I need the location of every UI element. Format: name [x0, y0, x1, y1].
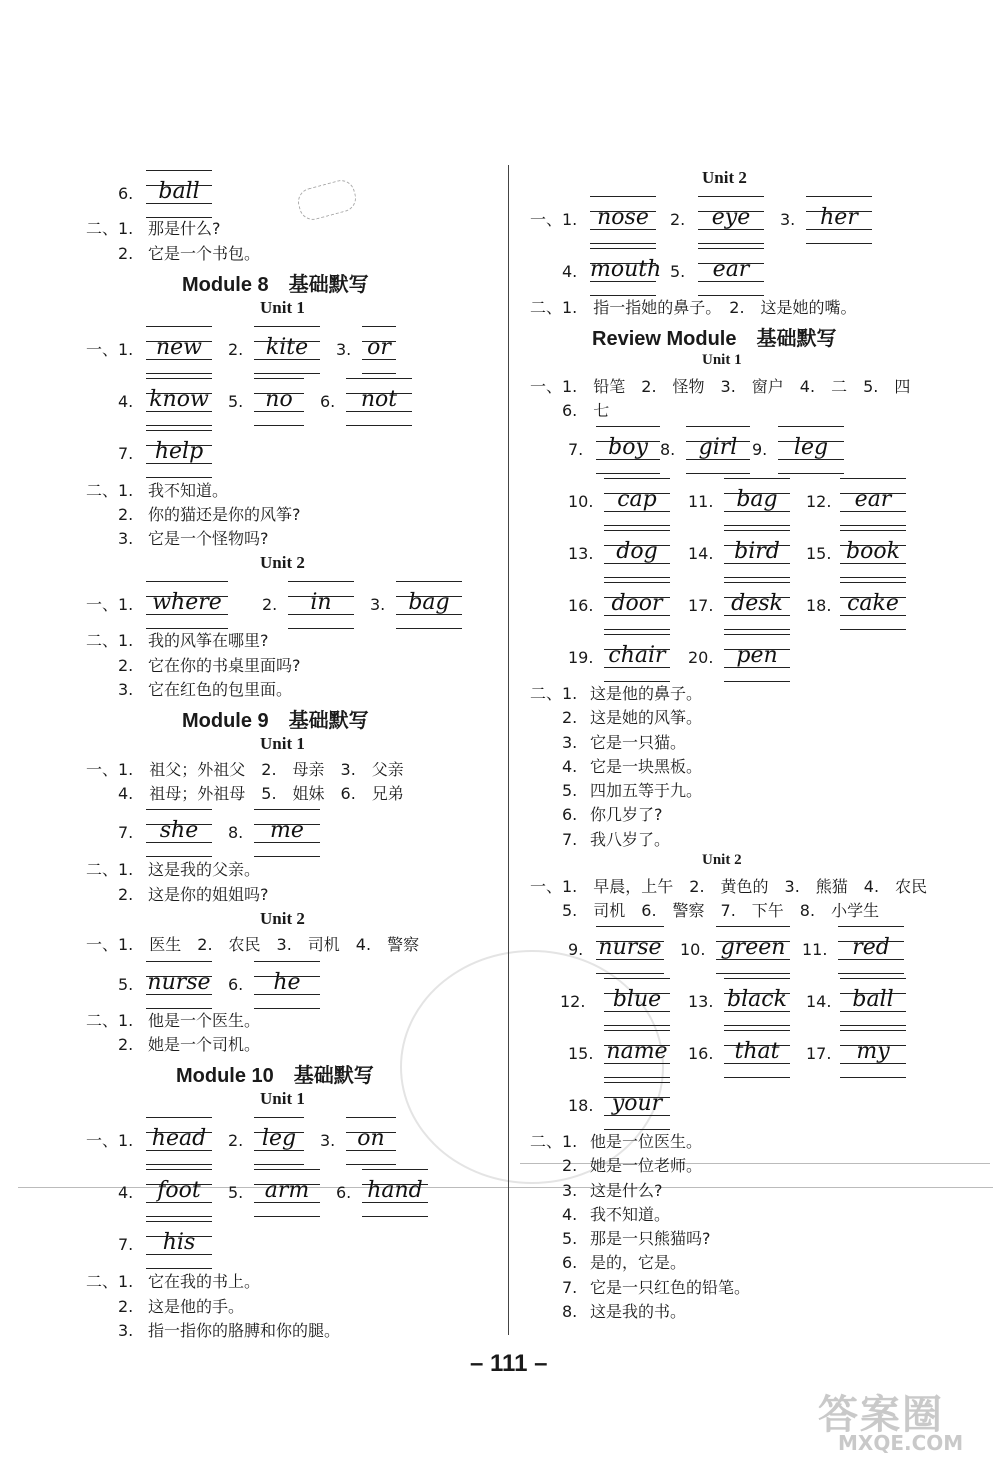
answer-blank — [396, 581, 462, 629]
item-text: 那是一只熊猫吗? — [590, 1229, 711, 1248]
answer-word: cap — [617, 487, 657, 512]
item-label: 2. — [118, 1035, 134, 1054]
answer-word: nurse — [147, 970, 211, 995]
answer-word: green — [720, 935, 786, 960]
item-number: 15. — [568, 1044, 594, 1063]
item-number: 一、1. — [86, 340, 134, 359]
answer-blank — [146, 378, 212, 426]
answer-blank — [604, 582, 670, 630]
item-number: 9. — [568, 940, 584, 959]
item-text: 它是一只红色的铅笔。 — [590, 1278, 751, 1297]
item-text: 他是一个医生。 — [148, 1011, 261, 1030]
column-divider — [508, 165, 509, 1335]
item-number: 15. — [806, 544, 832, 563]
answer-blank — [686, 426, 750, 474]
answer-blank — [840, 1030, 906, 1078]
item-label: 二、1. — [86, 1272, 134, 1291]
watermark-logo-text: 答案圈 — [818, 1392, 944, 1438]
answer-line: 4. 祖母；外祖母 5. 姐妹 6. 兄弟 — [118, 784, 404, 803]
watermark-logo — [818, 1383, 988, 1463]
item-label: 4. — [562, 757, 578, 776]
unit-title: Unit 2 — [260, 553, 305, 572]
answer-blank — [724, 634, 790, 682]
page-number: – 111 – — [470, 1350, 548, 1377]
answer-blank — [724, 478, 790, 526]
item-text: 四加五等于九。 — [590, 781, 703, 800]
item-number: 3. — [336, 340, 352, 359]
item-text: 你的猫还是你的风筝? — [148, 505, 301, 524]
item-text: 它在我的书上。 — [148, 1272, 261, 1291]
answer-line: 一、1. 医生 2. 农民 3. 司机 4. 警察 — [86, 935, 420, 954]
item-number: 5. — [670, 262, 686, 281]
answer-word: girl — [698, 435, 738, 460]
item-label: 二、1. — [530, 1132, 578, 1151]
answer-blank — [724, 530, 790, 578]
answer-word: door — [611, 591, 663, 616]
item-number: 13. — [568, 544, 594, 563]
item-label: 4. — [562, 1205, 578, 1224]
answer-word: boy — [608, 435, 648, 460]
item-text: 指一指你的胳膊和你的腿。 — [148, 1321, 341, 1340]
item-label: 2. — [118, 656, 134, 675]
item-number: 2. — [228, 340, 244, 359]
item-text: 我的风筝在哪里? — [148, 631, 269, 650]
answer-blank — [840, 530, 906, 578]
answer-blank — [346, 378, 412, 426]
item-label: 2. — [118, 244, 134, 263]
answer-blank — [254, 961, 320, 1009]
unit-title: Unit 1 — [702, 352, 742, 368]
answer-word: his — [162, 1230, 196, 1255]
answer-blank — [146, 1117, 212, 1165]
item-number: 18. — [568, 1096, 594, 1115]
answer-word: arm — [264, 1178, 310, 1203]
item-number: 3. — [370, 595, 386, 614]
answer-blank — [604, 978, 670, 1026]
answer-word: head — [151, 1126, 207, 1151]
item-number: 一、1. — [86, 595, 134, 614]
answer-word: she — [159, 818, 199, 843]
item-number: 4. — [118, 392, 134, 411]
item-label: 7. — [562, 1278, 578, 1297]
answer-word: in — [310, 590, 332, 615]
answer-line: 一、1. 祖父；外祖父 2. 母亲 3. 父亲 — [86, 760, 404, 779]
item-number: 5. — [118, 975, 134, 994]
answer-word: her — [820, 205, 858, 230]
item-number: 6. — [320, 392, 336, 411]
item-text: 我不知道。 — [148, 481, 229, 500]
item-label: 2. — [118, 885, 134, 904]
answer-blank — [778, 426, 844, 474]
item-number: 19. — [568, 648, 594, 667]
answer-blank — [724, 978, 790, 1026]
item-label: 2. — [562, 708, 578, 727]
answer-word: leg — [793, 435, 829, 460]
answer-blank — [146, 1221, 212, 1269]
answer-word: name — [606, 1039, 668, 1064]
item-text: 这是你的姐姐吗? — [148, 885, 269, 904]
item-number: 2. — [262, 595, 278, 614]
answer-word: know — [149, 387, 209, 412]
answer-blank — [604, 1030, 670, 1078]
answer-word: mouth — [590, 257, 662, 282]
item-number: 5. — [228, 1183, 244, 1202]
answer-blank — [724, 582, 790, 630]
module-title: Module 8 基础默写 — [182, 274, 369, 296]
answer-word: foot — [157, 1178, 201, 1203]
answer-word: book — [846, 539, 900, 564]
answer-word: your — [611, 1091, 663, 1116]
item-label: 5. — [562, 781, 578, 800]
answer-word: nurse — [598, 935, 662, 960]
unit-title: Unit 2 — [702, 852, 742, 868]
item-label: 2. — [118, 1297, 134, 1316]
item-label: 二、1. — [86, 481, 134, 500]
item-text: 她是一位老师。 — [590, 1156, 703, 1175]
answer-word: not — [360, 387, 398, 412]
answer-blank — [840, 582, 906, 630]
answer-word: ear — [854, 487, 892, 512]
item-label: 8. — [562, 1302, 578, 1321]
answer-line: 6. 七 — [562, 401, 610, 420]
answer-blank — [698, 248, 764, 296]
answer-blank — [840, 478, 906, 526]
answer-blank — [146, 809, 212, 857]
answer-word: bird — [734, 539, 780, 564]
item-number: 6. — [336, 1183, 352, 1202]
item-text: 这是我的书。 — [590, 1302, 687, 1321]
item-text: 那是什么? — [148, 219, 221, 238]
unit-title: Unit 1 — [260, 1089, 305, 1108]
answer-blank — [590, 248, 662, 296]
answer-blank — [146, 326, 212, 374]
unit-title: Unit 2 — [260, 909, 305, 928]
item-text: 这是我的父亲。 — [148, 860, 261, 879]
answer-word: leg — [261, 1126, 297, 1151]
answer-line: 一、1. 早晨，上午 2. 黄色的 3. 熊猫 4. 农民 — [530, 877, 928, 896]
answer-word: hand — [367, 1178, 423, 1203]
item-text: 这是她的风筝。 — [590, 708, 703, 727]
answer-word: ball — [852, 987, 894, 1012]
module-title: Module 9 基础默写 — [182, 710, 369, 732]
answer-line: 二、1. 指一指她的鼻子。 2. 这是她的嘴。 — [530, 298, 857, 317]
answer-word: or — [367, 335, 391, 360]
answer-blank — [596, 926, 664, 974]
item-number: 7. — [118, 444, 134, 463]
item-number: 12. — [560, 992, 586, 1011]
unit-title: Unit 1 — [260, 298, 305, 317]
answer-word: pen — [736, 643, 778, 668]
item-label: 3. — [118, 680, 134, 699]
answer-blank — [716, 926, 790, 974]
item-number: 18. — [806, 596, 832, 615]
item-label: 5. — [562, 1229, 578, 1248]
item-text: 我不知道。 — [590, 1205, 671, 1224]
item-number: 14. — [806, 992, 832, 1011]
answer-word: nose — [597, 205, 649, 230]
item-label: 二、1. — [86, 219, 134, 238]
item-text: 她是一个司机。 — [148, 1035, 261, 1054]
answer-word: no — [265, 387, 293, 412]
item-number: 9. — [752, 440, 768, 459]
item-text: 这是他的手。 — [148, 1297, 245, 1316]
item-label: 7. — [562, 830, 578, 849]
answer-blank — [604, 634, 670, 682]
item-label: 3. — [118, 1321, 134, 1340]
item-number: 17. — [806, 1044, 832, 1063]
item-number: 7. — [118, 1235, 134, 1254]
unit-title: Unit 2 — [702, 168, 747, 187]
item-number: 10. — [680, 940, 706, 959]
item-label: 二、1. — [86, 1011, 134, 1030]
answer-word: dog — [616, 539, 658, 564]
item-number: 11. — [802, 940, 828, 959]
answer-blank — [254, 326, 320, 374]
item-label: 3. — [562, 1181, 578, 1200]
item-label: 2. — [118, 505, 134, 524]
answer-blank — [840, 978, 906, 1026]
answer-blank — [362, 326, 396, 374]
answer-word: on — [357, 1126, 385, 1151]
answer-blank — [146, 961, 212, 1009]
answer-word: blue — [612, 987, 662, 1012]
item-number: 6. — [228, 975, 244, 994]
item-number: 3. — [320, 1131, 336, 1150]
module-title: Review Module 基础默写 — [592, 328, 837, 350]
answer-word: bag — [736, 487, 778, 512]
answer-word: red — [852, 935, 890, 960]
answer-word: kite — [265, 335, 309, 360]
item-number: 7. — [118, 823, 134, 842]
answer-blank — [724, 1030, 790, 1078]
answer-blank — [604, 478, 670, 526]
answer-blank — [838, 926, 904, 974]
answer-blank — [698, 196, 764, 244]
item-label: 二、1. — [86, 631, 134, 650]
item-label: 二、1. — [530, 684, 578, 703]
answer-blank — [146, 430, 212, 478]
item-number: 4. — [118, 1183, 134, 1202]
answer-word: ear — [712, 257, 750, 282]
answer-blank — [590, 196, 656, 244]
answer-word: ball — [158, 179, 200, 204]
item-text: 我八岁了。 — [590, 830, 671, 849]
item-text: 它是一块黑板。 — [590, 757, 703, 776]
answer-blank — [604, 530, 670, 578]
item-label: 6. — [562, 805, 578, 824]
answer-blank — [254, 1117, 304, 1165]
item-text: 它在红色的包里面。 — [148, 680, 293, 699]
item-label: 3. — [118, 529, 134, 548]
answer-line: 5. 司机 6. 警察 7. 下午 8. 小学生 — [562, 901, 880, 920]
item-text: 它是一只猫。 — [590, 733, 687, 752]
item-number: 14. — [688, 544, 714, 563]
watermark-site: MXQE.COM — [838, 1431, 964, 1455]
item-text: 你几岁了? — [590, 805, 663, 824]
answer-word: eye — [711, 205, 751, 230]
answer-blank — [254, 1169, 320, 1217]
answer-word: my — [856, 1039, 890, 1064]
item-number: 16. — [568, 596, 594, 615]
item-text: 这是什么? — [590, 1181, 663, 1200]
item-number: 13. — [688, 992, 714, 1011]
answer-blank — [806, 196, 872, 244]
item-number: 一、1. — [530, 210, 578, 229]
item-label: 2. — [562, 1156, 578, 1175]
item-number: 6. — [118, 184, 134, 203]
answer-blank — [146, 581, 228, 629]
item-text: 它在你的书桌里面吗? — [148, 656, 301, 675]
answer-blank — [362, 1169, 428, 1217]
item-number: 一、1. — [86, 1131, 134, 1150]
answer-word: bag — [408, 590, 450, 615]
item-number: 4. — [562, 262, 578, 281]
module-title: Module 10 基础默写 — [176, 1065, 374, 1087]
answer-line: 一、1. 铅笔 2. 怪物 3. 窗户 4. 二 5. 四 — [530, 377, 911, 396]
item-number: 3. — [780, 210, 796, 229]
stamp-mark — [295, 177, 359, 223]
item-number: 10. — [568, 492, 594, 511]
answer-blank — [604, 1082, 670, 1130]
answer-word: chair — [608, 643, 666, 668]
item-number: 16. — [688, 1044, 714, 1063]
item-text: 它是一个书包。 — [148, 244, 261, 263]
item-label: 3. — [562, 733, 578, 752]
answer-word: where — [152, 590, 222, 615]
answer-word: cake — [847, 591, 899, 616]
answer-word: desk — [731, 591, 783, 616]
answer-word: me — [270, 818, 304, 843]
item-label: 6. — [562, 1253, 578, 1272]
answer-blank — [346, 1117, 396, 1165]
unit-title: Unit 1 — [260, 734, 305, 753]
item-number: 8. — [228, 823, 244, 842]
answer-blank — [596, 426, 660, 474]
answer-blank — [146, 170, 212, 218]
item-text: 它是一个怪物吗? — [148, 529, 269, 548]
item-number: 7. — [568, 440, 584, 459]
answer-word: he — [273, 970, 301, 995]
item-number: 17. — [688, 596, 714, 615]
item-number: 12. — [806, 492, 832, 511]
answer-word: black — [727, 987, 787, 1012]
item-number: 11. — [688, 492, 714, 511]
item-number: 5. — [228, 392, 244, 411]
answer-blank — [254, 378, 304, 426]
item-number: 2. — [670, 210, 686, 229]
answer-blank — [146, 1169, 212, 1217]
item-number: 2. — [228, 1131, 244, 1150]
item-text: 他是一位医生。 — [590, 1132, 703, 1151]
answer-word: help — [154, 439, 204, 464]
item-number: 20. — [688, 648, 714, 667]
item-number: 8. — [660, 440, 676, 459]
item-text: 这是他的鼻子。 — [590, 684, 703, 703]
answer-word: that — [734, 1039, 780, 1064]
item-label: 二、1. — [86, 860, 134, 879]
answer-blank — [254, 809, 320, 857]
answer-blank — [288, 581, 354, 629]
answer-word: new — [155, 335, 203, 360]
item-text: 是的，它是。 — [590, 1253, 687, 1272]
